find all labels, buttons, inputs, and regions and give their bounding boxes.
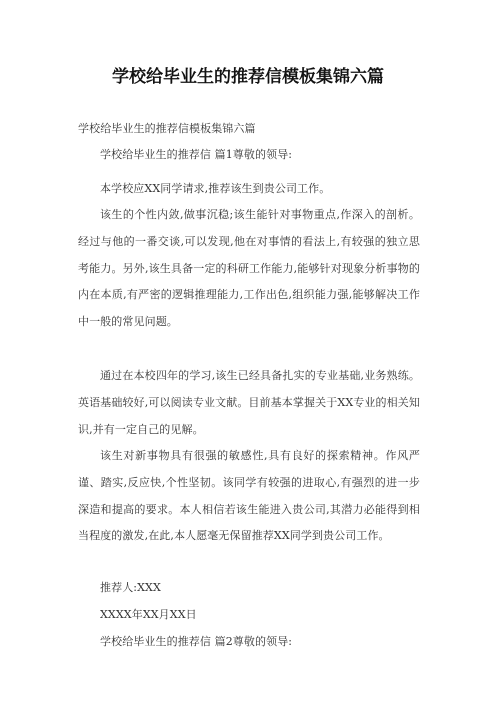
recommender-line: 推荐人:XXX (100, 581, 161, 594)
subtitle-line: 学校给毕业生的推荐信模板集锦六篇 (78, 122, 256, 135)
paragraph-character: 该生对新事物具有很强的敏感性,具有良好的探索精神。作风严谨、踏实,反应快,个性坚韧。该同学有较强的进取心,有强烈的进一步深造和提高的要求。本人相信若该生能进入贵公司,其潜力必能得到相当程度的激发,在此,本人愿毫无保留推荐XX同学到贵公司工作。 (78, 449, 420, 543)
paragraph-request: 本学校应XX同学请求,推荐该生到贵公司工作。 (100, 182, 331, 195)
letter1-heading: 学校给毕业生的推荐信 篇1尊敬的领导: (100, 148, 293, 161)
letter2-heading: 学校给毕业生的推荐信 篇2尊敬的领导: (100, 635, 293, 648)
paragraph-personality: 该生的个性内敛,做事沉稳;该生能针对事物重点,作深入的剖析。经过与他的一番交谈,可以发现,他在对事情的看法上,有较强的独立思考能力。另外,该生具备一定的科研工作能力,能够针对现象分析事物的内在本质,有严密的逻辑推理能力,工作出色,组织能力强,能够解决工作中一般的常见问题。 (78, 208, 420, 329)
document-title: 学校给毕业生的推荐信模板集锦六篇 (112, 67, 384, 87)
paragraph-study: 通过在本校四年的学习,该生已经具备扎实的专业基础,业务熟练。英语基础较好,可以阅读专业文献。目前基本掌握关于XX专业的相关知识,并有一定自己的见解。 (78, 369, 420, 436)
date-line: XXXX年XX月XX日 (100, 608, 197, 621)
